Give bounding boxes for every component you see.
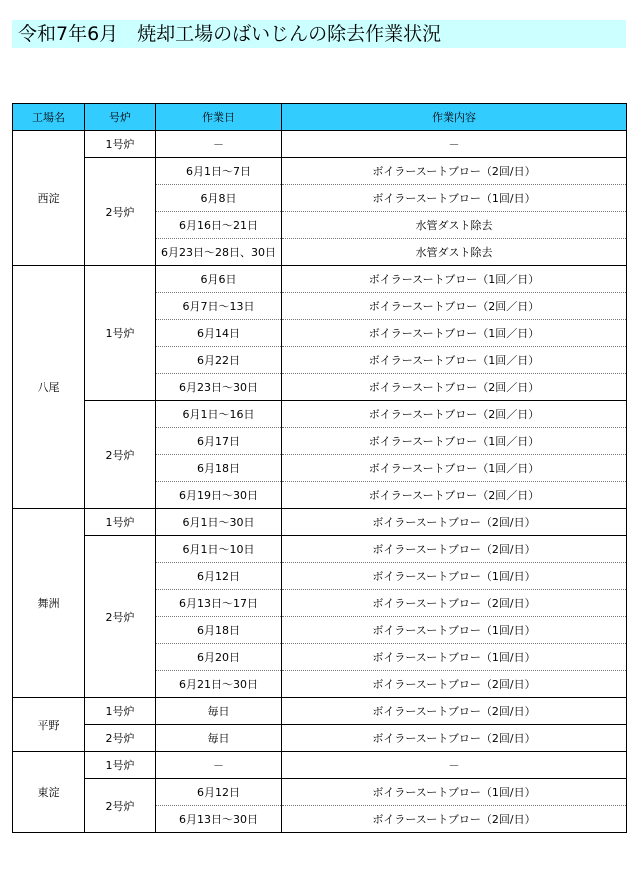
boiler-name-cell: 2号炉 — [85, 779, 156, 833]
work-date-cell: 6月22日 — [156, 347, 282, 374]
page-title: 令和7年6月 焼却工場のばいじんの除去作業状況 — [18, 23, 442, 45]
work-content-cell: ボイラースートブロー（1回／日） — [282, 266, 627, 293]
work-date-cell: 毎日 — [156, 698, 282, 725]
work-date-cell: － — [156, 131, 282, 158]
work-content-cell: ボイラースートブロー（1回/日） — [282, 617, 627, 644]
work-content-cell: ボイラースートブロー（2回／日） — [282, 401, 627, 428]
table-row — [13, 131, 627, 158]
work-content-cell: ボイラースートブロー（2回/日） — [282, 536, 627, 563]
plant-name-cell: 西淀 — [13, 131, 85, 266]
work-date-cell: 6月1日～10日 — [156, 536, 282, 563]
work-content-cell: 水管ダスト除去 — [282, 239, 627, 266]
work-date-cell: 6月1日～7日 — [156, 158, 282, 185]
work-date-cell: 6月6日 — [156, 266, 282, 293]
work-content-cell: ボイラースートブロー（1回/日） — [282, 644, 627, 671]
boiler-name-cell: 1号炉 — [85, 266, 156, 401]
header-work: 作業内容 — [282, 104, 627, 131]
work-content-cell: ボイラースートブロー（2回／日） — [282, 293, 627, 320]
table-row — [13, 509, 627, 536]
work-content-cell: ボイラースートブロー（2回/日） — [282, 806, 627, 833]
work-content-cell: ボイラースートブロー（2回/日） — [282, 590, 627, 617]
work-content-cell: ボイラースートブロー（2回/日） — [282, 671, 627, 698]
boiler-name-cell: 1号炉 — [85, 752, 156, 779]
work-date-cell: 6月7日～13日 — [156, 293, 282, 320]
work-date-cell: 6月12日 — [156, 779, 282, 806]
work-content-cell: ボイラースートブロー（1回/日） — [282, 563, 627, 590]
work-content-cell: ボイラースートブロー（1回／日） — [282, 455, 627, 482]
work-date-cell: 6月17日 — [156, 428, 282, 455]
boiler-name-cell: 2号炉 — [85, 401, 156, 509]
header-boiler: 号炉 — [85, 104, 156, 131]
work-date-cell: 毎日 — [156, 725, 282, 752]
work-date-cell: 6月23日～30日 — [156, 374, 282, 401]
work-content-cell: ボイラースートブロー（1回/日） — [282, 779, 627, 806]
work-content-cell: ボイラースートブロー（2回/日） — [282, 725, 627, 752]
boiler-name-cell: 2号炉 — [85, 725, 156, 752]
table-row — [13, 779, 627, 806]
work-content-cell: ボイラースートブロー（1回/日） — [282, 185, 627, 212]
work-content-cell: － — [282, 131, 627, 158]
work-date-cell: － — [156, 752, 282, 779]
work-date-cell: 6月1日～30日 — [156, 509, 282, 536]
table-row — [13, 401, 627, 428]
work-content-cell: ボイラースートブロー（2回/日） — [282, 509, 627, 536]
plant-name-cell: 平野 — [13, 698, 85, 752]
plant-name-cell: 八尾 — [13, 266, 85, 509]
work-date-cell: 6月13日～30日 — [156, 806, 282, 833]
work-content-cell: ボイラースートブロー（1回／日） — [282, 320, 627, 347]
table-row — [13, 698, 627, 725]
header-plant: 工場名 — [13, 104, 85, 131]
work-date-cell: 6月1日～16日 — [156, 401, 282, 428]
work-date-cell: 6月21日～30日 — [156, 671, 282, 698]
plant-name-cell: 舞洲 — [13, 509, 85, 698]
work-content-cell: ボイラースートブロー（2回／日） — [282, 374, 627, 401]
work-date-cell: 6月12日 — [156, 563, 282, 590]
work-date-cell: 6月20日 — [156, 644, 282, 671]
work-date-cell: 6月14日 — [156, 320, 282, 347]
table-row — [13, 158, 627, 185]
work-date-cell: 6月23日～28日、30日 — [156, 239, 282, 266]
plant-name-cell: 東淀 — [13, 752, 85, 833]
table-row — [13, 752, 627, 779]
table-body — [13, 131, 627, 833]
work-content-cell: ボイラースートブロー（2回/日） — [282, 158, 627, 185]
work-date-cell: 6月18日 — [156, 617, 282, 644]
boiler-name-cell: 1号炉 — [85, 509, 156, 536]
work-content-cell: 水管ダスト除去 — [282, 212, 627, 239]
boiler-name-cell: 1号炉 — [85, 131, 156, 158]
table-row — [13, 725, 627, 752]
table-row — [13, 536, 627, 563]
header-date: 作業日 — [156, 104, 282, 131]
work-date-cell: 6月8日 — [156, 185, 282, 212]
work-status-table — [12, 103, 627, 833]
work-date-cell: 6月18日 — [156, 455, 282, 482]
boiler-name-cell: 1号炉 — [85, 698, 156, 725]
work-date-cell: 6月16日～21日 — [156, 212, 282, 239]
boiler-name-cell: 2号炉 — [85, 158, 156, 266]
work-content-cell: ボイラースートブロー（1回／日） — [282, 347, 627, 374]
work-content-cell: ボイラースートブロー（2回／日） — [282, 482, 627, 509]
title-bar — [12, 20, 626, 48]
boiler-name-cell: 2号炉 — [85, 536, 156, 698]
work-content-cell: ボイラースートブロー（2回/日） — [282, 698, 627, 725]
work-date-cell: 6月19日～30日 — [156, 482, 282, 509]
table-header-row — [13, 104, 627, 131]
work-date-cell: 6月13日～17日 — [156, 590, 282, 617]
table-row — [13, 266, 627, 293]
work-content-cell: ボイラースートブロー（1回／日） — [282, 428, 627, 455]
work-content-cell: － — [282, 752, 627, 779]
